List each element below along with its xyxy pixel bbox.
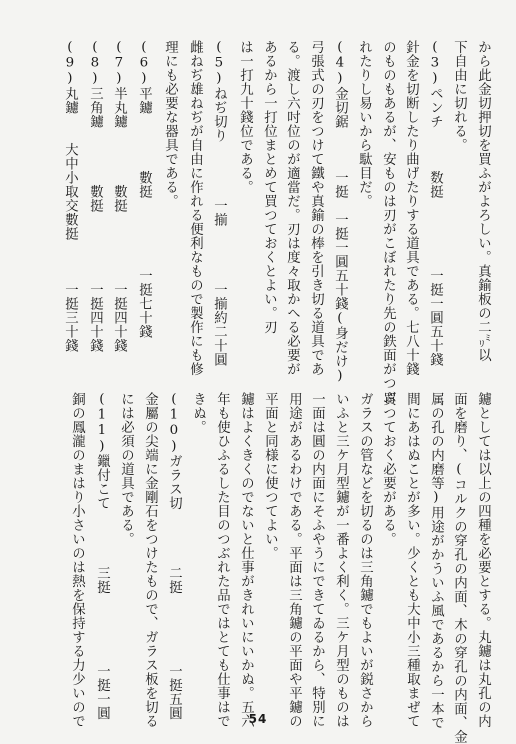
text-line: 弓張式の刃をつけて鐵や真鍮の棒を引き切る道具であ [308, 40, 324, 376]
text-line: から此金切押切を買ふがよろしい。真鍮板の二㍉以 [475, 40, 491, 362]
text-line: (6)平鑢 數挺 一挺七十錢 [136, 40, 152, 339]
page-number: 54 [248, 712, 268, 726]
text-line: 面を磨り、(コルクの穿孔の内面、木の穿孔の内面、金 [451, 392, 467, 744]
text-line: いふと三ケ月型鑢が一番よく利く。三ケ月型のものは [333, 392, 349, 728]
text-line: あるから一打位まとめて買つておくとよい。刃 [261, 40, 277, 334]
text-line: る。渡し六吋位のが適當だ。刃は度々取かへる必要が [284, 40, 300, 376]
text-line: (4)金切鋸 一挺 一挺一圓五十錢(身だけ) [332, 40, 348, 384]
text-line: (7)半丸鑢 數挺 一挺四十錢 [111, 40, 127, 353]
text-line: 理にも必要な器具である。 [162, 40, 178, 208]
text-line: 一面は圓の内面にそふやうにできてゐるから、特別に [309, 392, 325, 728]
text-line: 属の孔の内磨等)用途がかういふ風であるから一本で [428, 392, 444, 730]
text-line: は一打九十錢位である。 [237, 40, 253, 194]
text-line: 買つておく必要がある。 [380, 392, 396, 546]
text-line: 鑢はよくきくのでないと仕事がきれいにいかぬ。五六 [238, 392, 254, 728]
text-line: (9)丸鑢 大中小取交數挺 一挺三十錢 [62, 40, 78, 353]
text-line: きぬ。 [190, 392, 206, 434]
text-line: 鑢としては以上の四種を必要とする。丸鑢は丸孔の内 [475, 392, 491, 728]
text-line: には必須の道具である。 [118, 392, 134, 546]
text-line: 年も使ひふるした目のつぶれた品ではとても仕事はで [214, 392, 230, 728]
text-line: (11)鑞付こて 三挺 一挺一圓 [94, 392, 110, 721]
text-line: 針金を切断したり曲げたりする道具である。七八十錢 [403, 40, 419, 376]
text-line: 用途があるわけである。平面は三角鑢の平面や平鑢の [286, 392, 302, 728]
text-line: (3)ペンチ 数挺 一挺一圓五十錢 [427, 40, 443, 367]
text-line: のものもあるが、安ものは刃がこぼれたり先の鉄面がつぶ [380, 40, 396, 404]
text-line: 金屬の尖端に金剛石をつけたもので、ガラス板を切る [142, 392, 158, 728]
text-line: 平面と同様に使つてよい。 [262, 392, 278, 560]
text-line: (5)ねぢ切り 一揃 一揃約二十圓 [211, 40, 227, 367]
text-line: れたりし易いから駄目だ。 [356, 40, 372, 208]
text-line: 雌ねぢ雄ねぢが自由に作れる便利なもので製作にも修 [187, 40, 203, 376]
text-line: (10)ガラス切 二挺 一挺五圓 [166, 392, 182, 721]
text-line: (8)三角鑢 數挺 一挺四十錢 [87, 40, 103, 353]
text-line: ガラスの管などを切るのは三角鑢でもよいが鋭さから [357, 392, 373, 728]
text-line: 銅の鳳瀧のまはり小さいのは熱を保持する力少いので [69, 392, 85, 728]
text-line: 下自由に切れる。 [451, 40, 467, 152]
text-line: 間にあはぬことが多い。少くとも大中小三種取まぜて [404, 392, 420, 728]
